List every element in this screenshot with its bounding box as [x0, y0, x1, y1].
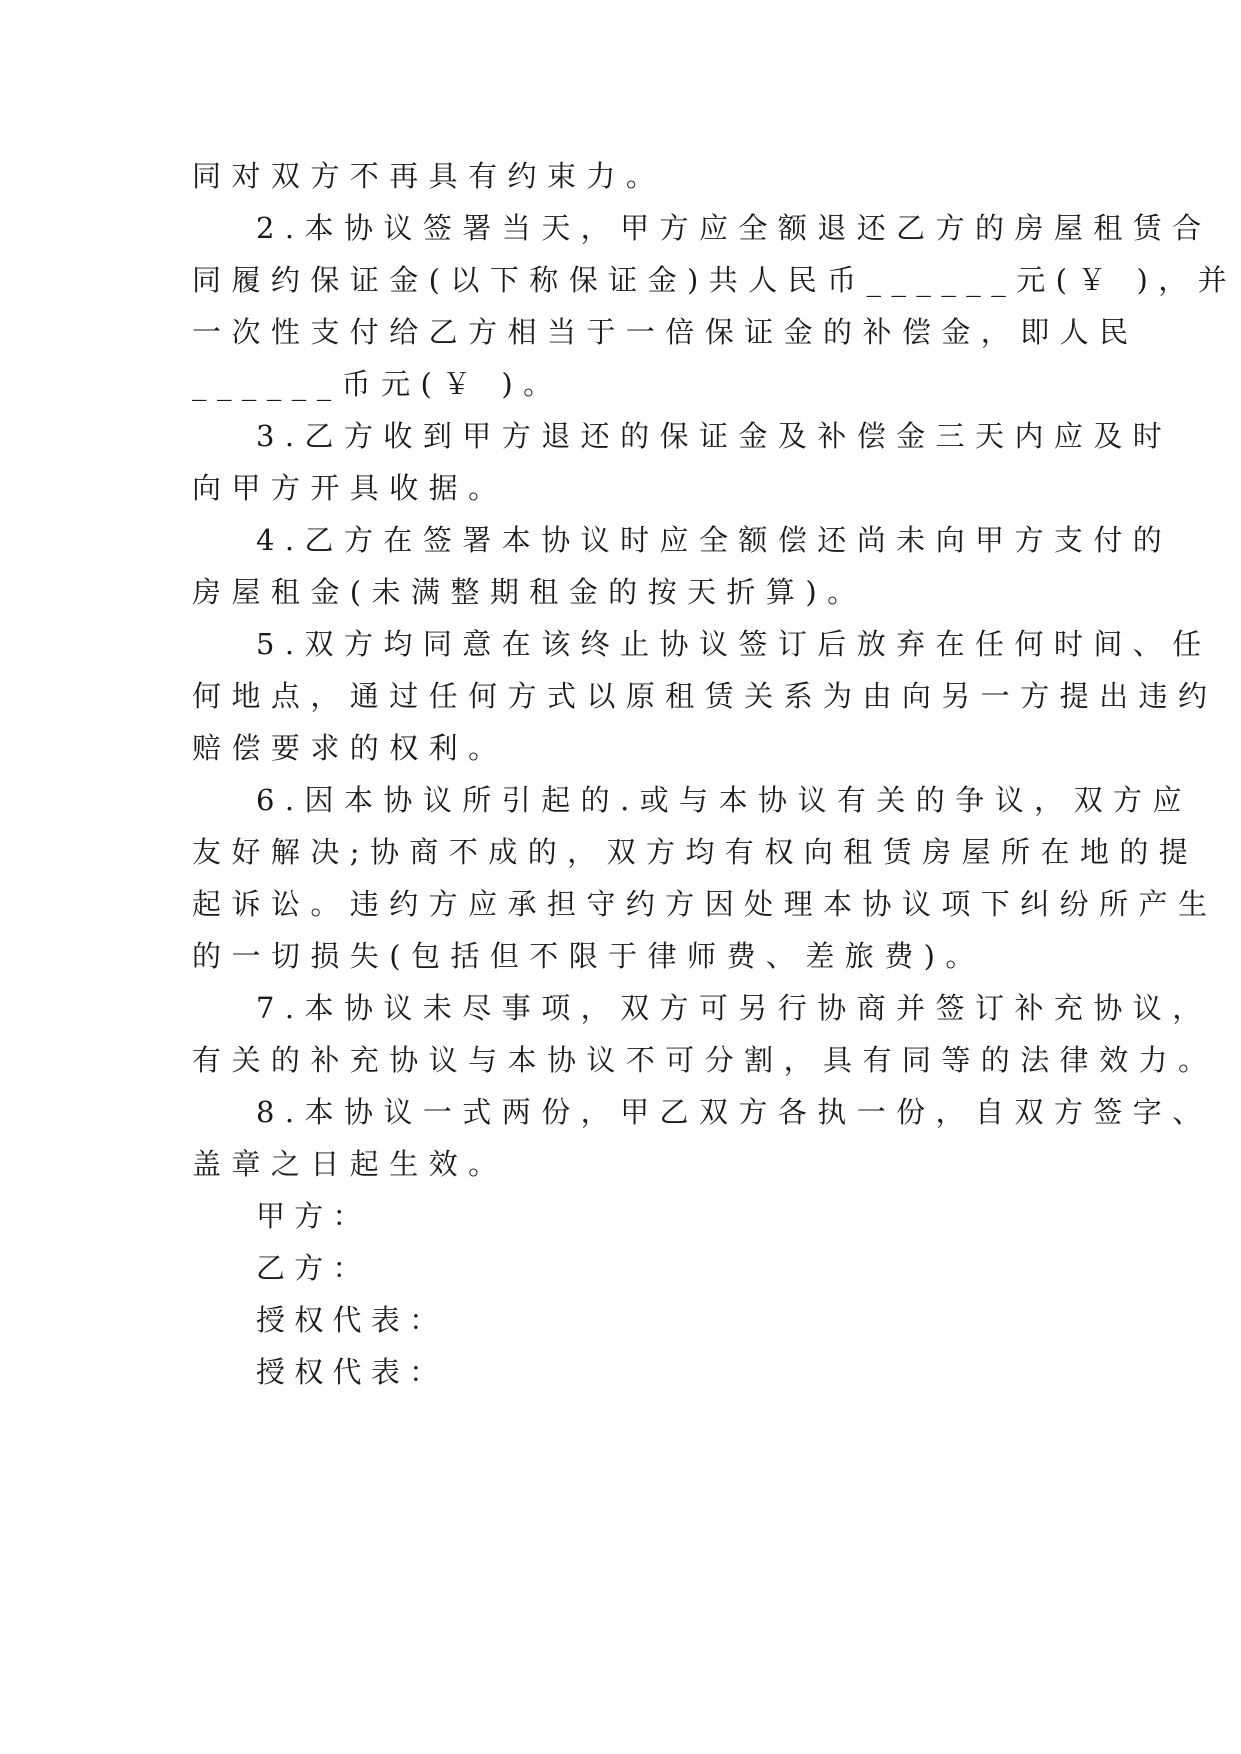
signature-rep-a: 授权代表：: [256, 1303, 448, 1337]
clause-2-line-1: 2.本协议签署当天，甲方应全额退还乙方的房屋租赁合: [256, 211, 1212, 245]
clause-8-line-1: 8.本协议一式两份，甲乙双方各执一份，自双方签字、: [256, 1095, 1212, 1129]
clause-8-line-2: 盖章之日起生效。: [192, 1147, 508, 1181]
clause-3-line-1: 3.乙方收到甲方退还的保证金及补偿金三天内应及时: [256, 419, 1173, 453]
signature-party-a: 甲方：: [256, 1199, 371, 1233]
clause-3-line-2: 向甲方开具收据。: [192, 471, 508, 505]
clause-2-line-4: ______币元(￥ )。: [192, 367, 563, 401]
clause-4-line-2: 房屋租金(未满整期租金的按天折算)。: [192, 575, 867, 609]
signature-party-b: 乙方：: [256, 1251, 371, 1285]
clause-4-line-1: 4.乙方在签署本协议时应全额偿还尚未向甲方支付的: [256, 523, 1173, 557]
signature-rep-b: 授权代表：: [256, 1355, 448, 1389]
clause-6-line-1: 6.因本协议所引起的.或与本协议有关的争议，双方应: [256, 783, 1192, 817]
clause-5-line-1: 5.双方均同意在该终止协议签订后放弃在任何时间、任: [256, 627, 1212, 661]
clause-7-line-1: 7.本协议未尽事项，双方可另行协商并签订补充协议，: [256, 991, 1212, 1025]
clause-6-line-2: 友好解决;协商不成的，双方均有权向租赁房屋所在地的提: [192, 835, 1199, 869]
clause-6-line-3: 起诉讼。违约方应承担守约方因处理本协议项下纠纷所产生: [192, 887, 1218, 921]
clause-5-line-2: 何地点，通过任何方式以原租赁关系为由向另一方提出违约: [192, 679, 1218, 713]
clause-7-line-2: 有关的补充协议与本协议不可分割，具有同等的法律效力。: [192, 1043, 1218, 1077]
clause-5-line-3: 赔偿要求的权利。: [192, 731, 508, 765]
clause-2-line-3: 一次性支付给乙方相当于一倍保证金的补偿金，即人民: [192, 315, 1139, 349]
clause-6-line-4: 的一切损失(包括但不限于律师费、差旅费)。: [192, 939, 985, 973]
clause-1-end: 同对双方不再具有约束力。: [192, 159, 666, 193]
clause-2-line-2: 同履约保证金(以下称保证金)共人民币______元(￥ )，并: [192, 263, 1238, 297]
